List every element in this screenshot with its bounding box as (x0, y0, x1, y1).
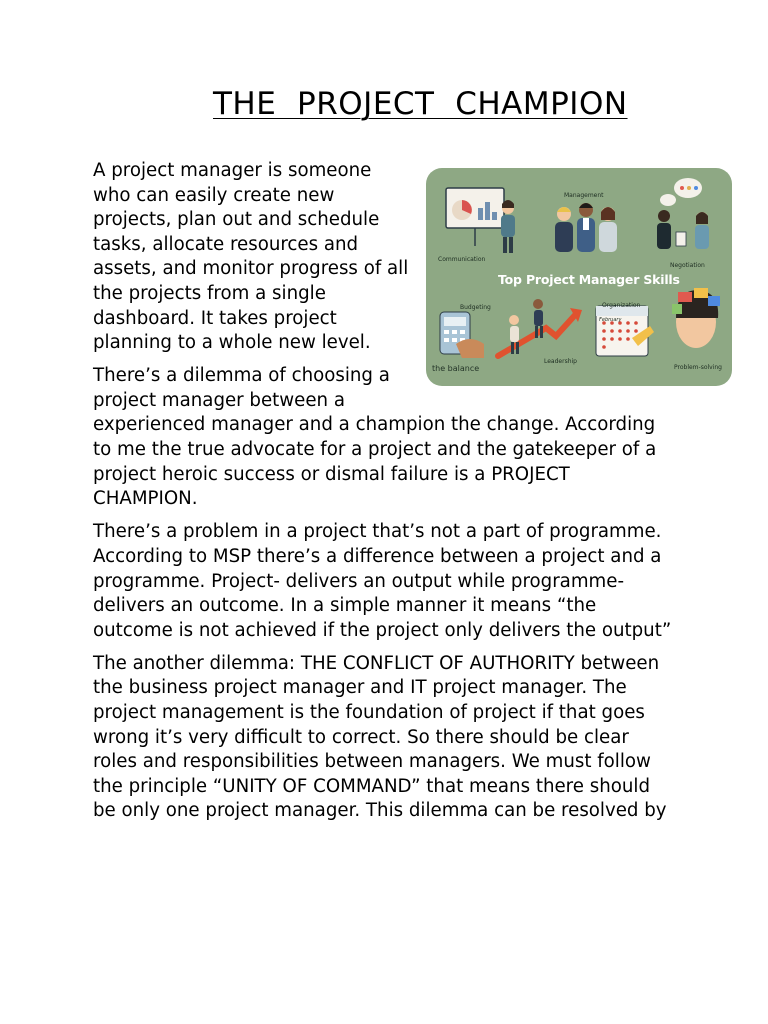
paragraph-authority: The another dilemma: THE CONFLICT OF AUTHORITY between the business project manager and IT project manager. The project management is the foundation of project if that goes wrong it’s very difficult to correct. So there should be clear roles and responsibilities between managers. We must follow the principle “UNITY OF COMMAND” that means there should be only one project manager. This dilemma can be resolved by (93, 652, 667, 822)
label-negotiation: Negotiation (670, 262, 705, 269)
infographic-heading: Top Project Manager Skills (498, 272, 680, 287)
calendar-month-label: February (599, 317, 622, 323)
paragraph-dilemma: There’s a dilemma of choosing a project manager between a experienced manager and a champion the change. According to me the true advocate for a project and the gatekeeper of a project heroic success or dismal failure is a PROJECT CHAMPION. (93, 365, 657, 510)
paragraph-programme: There’s a problem in a project that’s not a part of programme. According to MSP there’s a difference between a project and a programme. Project- delivers an output while programme- delivers an outcome. In a simple manner it means “the outcome is not achieved if the project only delivers the output” (93, 521, 672, 641)
negotiation-figures (657, 178, 709, 249)
presenter-figure (501, 200, 515, 253)
brand-logo: the balance (432, 364, 480, 374)
presentation-board-icon (446, 188, 504, 246)
label-organization: Organization (602, 302, 641, 309)
management-team-figures (555, 203, 617, 252)
paragraph-intro: A project manager is someone who can easily create new projects, plan out and schedule tasks, allocate resources and assets, and monitor progress of all the projects from a single dashboard. It takes project planning to a whole new level. (93, 160, 409, 354)
label-budgeting: Budgeting (460, 304, 491, 311)
document-body (93, 159, 722, 832)
label-leadership: Leadership (544, 358, 577, 365)
label-communication: Communication (438, 256, 486, 263)
label-management: Management (564, 192, 604, 199)
skills-infographic (426, 168, 732, 386)
puzzle-head-icon (672, 288, 720, 348)
page-title: THE PROJECT CHAMPION (213, 86, 628, 122)
leadership-arrow-icon (498, 299, 582, 356)
label-problem-solving: Problem-solving (674, 364, 722, 371)
